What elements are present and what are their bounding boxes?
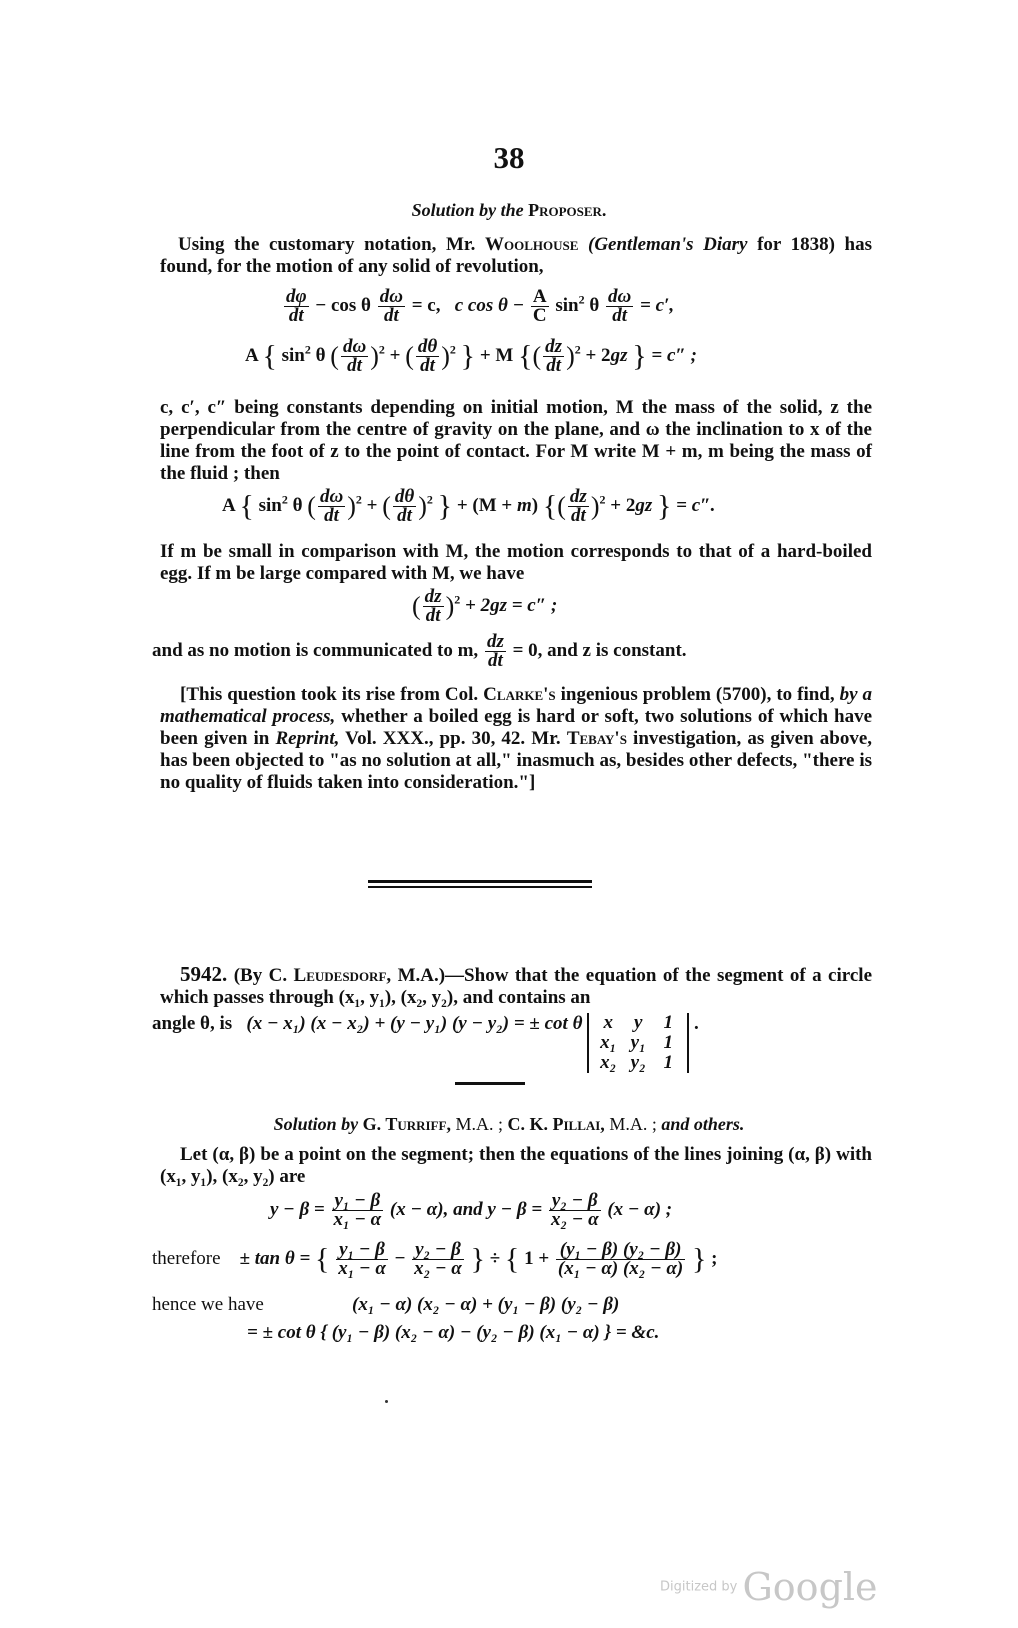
problem-equation-text: (x − x₁) (x − x₂) + (y − y₁) (y − y₂) = ± cot θ bbox=[246, 1013, 583, 1034]
det-cell: 1 bbox=[663, 1052, 673, 1073]
note-text-c: whether a boiled egg is hard or soft, two solutions of which have been given in bbox=[160, 706, 873, 749]
heading-proposer: Proposer. bbox=[528, 200, 607, 220]
problem-statement bbox=[160, 963, 872, 1009]
solver-degree-2: M.A. ; bbox=[609, 1114, 657, 1134]
problem-divider bbox=[455, 1082, 525, 1085]
problem-text-b: M.A.)—Show that the equation of the segment of a circle which passes through (x₁, y₁), (x₂, y₂), and contains an bbox=[160, 965, 872, 1008]
note-text-a: [This question took its rise from Col. bbox=[180, 684, 479, 705]
problem-equation bbox=[152, 1013, 699, 1073]
page-speck bbox=[385, 1400, 388, 1403]
equation-1: $\frac{d\varphi}{dt}$ − cos θ $\frac{d\omega}{dt}$ = c, c cos θ − $\frac{A}{C}$ $\sin^2 \theta$ $\frac{d\omega}{dt}$ = c′, bbox=[286, 286, 675, 326]
page-number: 38 bbox=[493, 140, 525, 175]
google-logo: Google bbox=[742, 1565, 878, 1609]
problem-author: Leudesdorf, bbox=[293, 965, 392, 986]
note-text-e: investigation, as given above, has been objected to "as no solution at all," inasmuch as, besides other defects, "there is no quality of fluids taken into consideration."] bbox=[160, 728, 873, 793]
note-name-clarke: Clarke's bbox=[483, 684, 556, 705]
equation-hence bbox=[152, 1294, 620, 1316]
eqA-left: y − β = bbox=[270, 1198, 325, 1220]
solution2-others: and others. bbox=[661, 1114, 745, 1134]
section-divider-bottom bbox=[368, 886, 592, 888]
note-italic: by a mathematical process, bbox=[160, 684, 873, 727]
det-cell: x₂ bbox=[600, 1052, 617, 1073]
eqA-mid: (x − α), and y − β = bbox=[389, 1198, 543, 1220]
note-reprint: Reprint, bbox=[275, 728, 340, 749]
solution-heading bbox=[0, 200, 1018, 221]
equation-2: A { $\sin^2 \theta$ ( $\frac{d\omega}{dt}$ )$^2$ + ( $\frac{d\theta}{dt}$ )$^2$ } + M {( $\frac{dz}{dt}$ )$^2$ + 2gz } = c″ ; bbox=[245, 336, 697, 376]
solution2-heading bbox=[0, 1114, 1018, 1135]
tan-expr: ± tan θ = bbox=[239, 1247, 311, 1269]
problem-end-mark: . bbox=[693, 1013, 699, 1034]
digitized-watermark bbox=[660, 1565, 878, 1609]
equation-tan: therefore ± tan θ = { $\frac{\text{y₁ − β}}{\text{x₁ − α}}$ − $\frac{\text{y₂ − β}}{\text{x₂ − α}}$ } ÷ { 1 + $\frac{\text{(y₁ − β) (y₂ − β)}}{\text{(x₁ − α) (x₂ − α)}}$ } ; bbox=[152, 1239, 718, 1279]
det-cell: y₁ bbox=[630, 1032, 646, 1053]
paragraph-egg: If m be small in comparison with M, the motion corresponds to that of a hard-boiled egg. If m be large compared with M, we have bbox=[160, 541, 872, 584]
det-cell: x₁ bbox=[600, 1032, 617, 1053]
solution2-italic: Solution by bbox=[273, 1114, 359, 1134]
eq1-mid: c cos θ − bbox=[454, 294, 525, 316]
paragraph-conclusion: and as no motion is communicated to m, $\frac{dz}{dt}$ = 0, and z is constant. bbox=[152, 631, 687, 671]
equation-lines: y − β = $\frac{\text{y₁ − β}}{\text{x₁ − α}}$ (x − α), and y − β = $\frac{\text{y₂ − β}}{\text{x₂ − α}}$ (x − α) ; bbox=[270, 1190, 673, 1230]
equation-4: ( $\frac{dz}{dt}$ )$^2$ + 2gz = c″ ; bbox=[412, 586, 558, 626]
hence-equation: (x₁ − α) (x₂ − α) + (y₁ − β) (y₂ − β) bbox=[352, 1294, 620, 1315]
conclusion-text-b: = 0, and z is constant. bbox=[512, 639, 687, 661]
problem-angle-text: angle θ, is bbox=[152, 1013, 233, 1034]
eq2-tail: = c″ ; bbox=[651, 344, 697, 366]
problem-text-a: (By C. bbox=[233, 965, 288, 986]
eq3-tail: = c″. bbox=[676, 494, 716, 516]
note-text-d: Vol. XXX., pp. 30, 42. Mr. bbox=[345, 728, 561, 749]
intro-text-2: for 1838) has found, for the motion of any solid of revolution, bbox=[160, 234, 873, 277]
eq4-tail: + 2gz = c″ ; bbox=[465, 594, 558, 616]
final-equation-text: = ± cot θ { (y₁ − β) (x₂ − α) − (y₂ − β) (x₁ − α) } = &c. bbox=[247, 1322, 660, 1343]
solver-name-2: C. K. Pillai, bbox=[507, 1114, 605, 1134]
solver-name-1: G. Turriff, bbox=[362, 1114, 451, 1134]
solution2-paragraph: Let (α, β) be a point on the segment; then the equations of the lines joining (α, β) with (x₁, y₁), (x₂, y₂) are bbox=[160, 1144, 872, 1187]
solver-degree-1: M.A. ; bbox=[455, 1114, 503, 1134]
hence-text: hence we have bbox=[152, 1294, 264, 1315]
note-text-b: ingenious problem (5700), to find, bbox=[560, 684, 835, 705]
determinant bbox=[587, 1013, 689, 1073]
author-name: Woolhouse bbox=[484, 234, 579, 255]
intro-paragraph bbox=[160, 234, 872, 278]
journal-name: (Gentleman's Diary bbox=[588, 234, 748, 255]
therefore-word: therefore bbox=[152, 1247, 221, 1269]
det-cell: y bbox=[633, 1012, 643, 1033]
section-divider-top bbox=[368, 880, 592, 883]
editorial-note bbox=[160, 684, 872, 794]
paragraph-constants: c, c′, c″ being constants depending on initial motion, M the mass of the solid, z the perpendicular from the centre of gravity on the plane, and ω the inclination to x of the line from the foot of z to the point of contact. For M write M + m, m being the mass of the fluid ; then bbox=[160, 397, 872, 484]
intro-text: Using the customary notation, Mr. bbox=[178, 234, 476, 255]
conclusion-text-a: and as no motion is communicated to m, bbox=[152, 639, 479, 661]
det-cell: 1 bbox=[663, 1012, 673, 1033]
equation-final bbox=[247, 1322, 659, 1344]
note-name-tebay: Tebay's bbox=[566, 728, 627, 749]
equation-3: A { $\sin^2 \theta$ ( $\frac{d\omega}{dt}$ )$^2$ + ( $\frac{d\theta}{dt}$ )$^2$ } + (M + m) {( $\frac{dz}{dt}$ )$^2$ + 2gz } = c″. bbox=[222, 486, 716, 526]
det-cell: 1 bbox=[663, 1032, 673, 1053]
eq1-part-a: = c, bbox=[411, 294, 441, 316]
det-cell: x bbox=[603, 1012, 613, 1033]
det-cell: y₂ bbox=[630, 1052, 646, 1073]
heading-italic: Solution by the bbox=[411, 200, 524, 220]
eq1-part-b: = c′, bbox=[640, 294, 675, 316]
problem-number: 5942. bbox=[180, 962, 228, 986]
eqA-right: (x − α) ; bbox=[607, 1198, 673, 1220]
digitized-text: Digitized by bbox=[660, 1579, 738, 1595]
